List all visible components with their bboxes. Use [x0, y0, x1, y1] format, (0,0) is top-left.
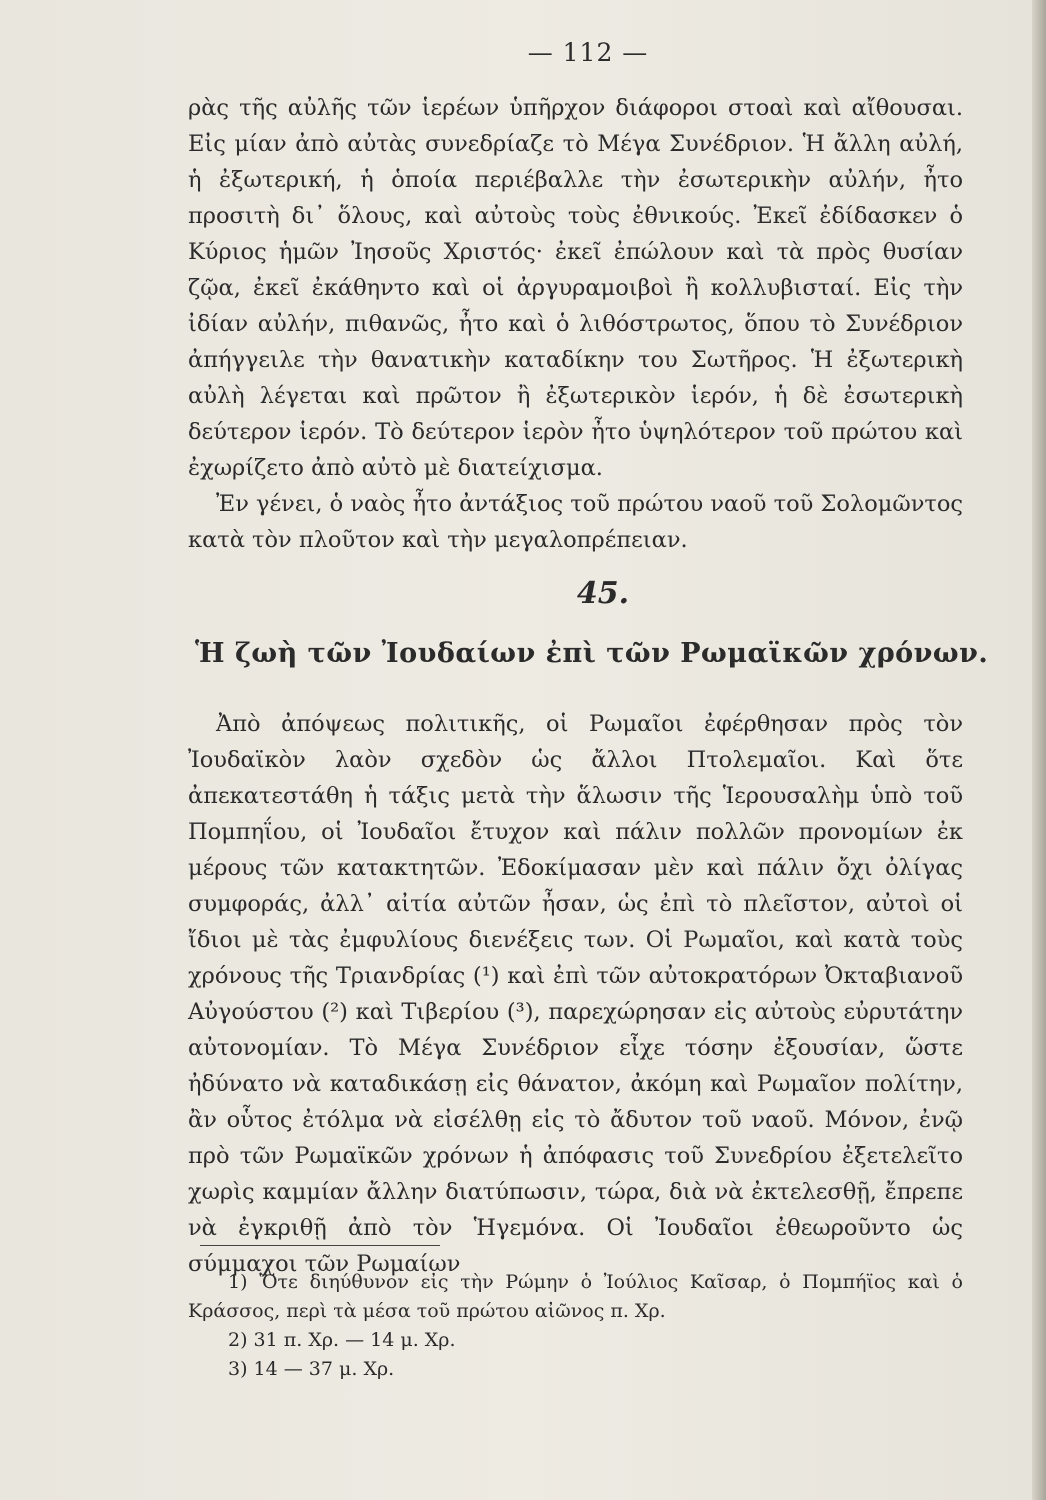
paragraph-roman-era: Ἀπὸ ἀπόψεως πολιτικῆς, οἱ Ρωμαῖοι ἐφέρθησαν πρὸς τὸν Ἰουδαϊκὸν λαὸν σχεδὸν ὡς ἄλλοι Πτολεμαῖοι. Καὶ ὅτε ἀπεκατεστάθη ἡ τάξις μετὰ τὴν ἅλωσιν τῆς Ἱερουσαλὴμ ὑπὸ τοῦ Πομπηΐου, οἱ Ἰουδαῖοι ἔτυχον καὶ πάλιν πολλῶν προνομίων ἐκ μέρους τῶν κατακτητῶν. Ἐδοκίμασαν μὲν καὶ πάλιν ὄχι ὀλίγας συμφοράς, ἀλλ᾿ αἰτία αὐτῶν ἦσαν, ὡς ἐπὶ τὸ πλεῖστον, αὐτοὶ οἱ ἴδιοι μὲ τὰς ἐμφυλίους διενέξεις των. Οἱ Ρωμαῖοι, καὶ κατὰ τοὺς χρόνους τῆς Τριανδρίας (¹) καὶ ἐπὶ τῶν αὐτοκρατόρων Ὀκταβιανοῦ Αὐγούστου (²) καὶ Τιβερίου (³), παρεχώρησαν εἰς αὐτοὺς εὐρυτάτην αὐτονομίαν. Τὸ Μέγα Συνέδριον εἶχε τόσην ἐξουσίαν, ὥστε ἠδύνατο νὰ καταδικάσῃ εἰς θάνατον, ἀκόμη καὶ Ρωμαῖον πολίτην, ἂν οὗτος ἐτόλμα νὰ εἰσέλθῃ εἰς τὸ ἄδυτον τοῦ ναοῦ. Μόνον, ἐνῷ πρὸ τῶν Ρωμαϊκῶν χρόνων ἡ ἀπόφασις τοῦ Συνεδρίου ἐξετελεῖτο χωρὶς καμμίαν ἄλλην διατύπωσιν, τώρα, διὰ νὰ ἐκτελεσθῇ, ἔπρεπε νὰ ἐγκριθῇ ἀπὸ τὸν Ἡγεμόνα. Οἱ Ἰουδαῖοι ἐθεωροῦντο ὡς σύμμαχοι τῶν Ρωμαίων	[188, 711, 963, 1277]
top-text-block	[188, 90, 963, 558]
page-number: — 112 —	[527, 38, 649, 67]
main-text-block	[188, 706, 963, 1282]
section-title: Ἡ ζωὴ τῶν Ἰουδαίων ἐπὶ τῶν Ρωμαϊκῶν χρόνων.	[195, 638, 989, 669]
paragraph-temple-courts: ρὰς τῆς αὐλῆς τῶν ἱερέων ὑπῆρχον διάφοροι στοαὶ καὶ αἴθουσαι. Εἰς μίαν ἀπὸ αὐτὰς συνεδρίαζε τὸ Μέγα Συνέδριον. Ἡ ἄλλη αὐλή, ἡ ἐξωτερική, ἡ ὁποία περιέβαλλε τὴν ἐσωτερικὴν αὐλήν, ἦτο προσιτὴ δι᾿ ὅλους, καὶ αὐτοὺς τοὺς ἐθνικούς. Ἐκεῖ ἐδίδασκεν ὁ Κύριος ἡμῶν Ἰησοῦς Χριστός· ἐκεῖ ἐπώλουν καὶ τὰ πρὸς θυσίαν ζῷα, ἐκεῖ ἐκάθηντο καὶ οἱ ἀργυραμοιβοὶ ἢ κολλυβισταί. Εἰς τὴν ἰδίαν αὐλήν, πιθανῶς, ἦτο καὶ ὁ λιθόστρωτος, ὅπου τὸ Συνέδριον ἀπήγγειλε τὴν θανατικὴν καταδίκην του Σωτῆρος. Ἡ ἐξωτερικὴ αὐλὴ λέγεται καὶ πρῶτον ἢ ἐξωτερικὸν ἱερόν, ἡ δὲ ἐσωτερικὴ δεύτερον ἱερόν. Τὸ δεύτερον ἱερὸν ἦτο ὑψηλότερον τοῦ πρώτου καὶ ἐχωρίζετο ἀπὸ αὐτὸ μὲ διατείχισμα.	[188, 95, 963, 481]
section-number: 45.	[576, 576, 630, 611]
footnote-divider	[200, 1245, 440, 1246]
footnote-3: 3) 14 — 37 μ. Χρ.	[228, 1358, 395, 1380]
footnotes	[188, 1268, 963, 1384]
paragraph-temple-summary: Ἐν γένει, ὁ ναὸς ἦτο ἀντάξιος τοῦ πρώτου ναοῦ τοῦ Σολομῶντος κατὰ τὸν πλοῦτον καὶ τὴν μεγαλοπρέπειαν.	[188, 491, 963, 553]
footnote-2: 2) 31 π. Χρ. — 14 μ. Χρ.	[228, 1329, 456, 1351]
page-edge-shadow	[1032, 0, 1046, 1500]
footnote-1: 1) Ὅτε διηύθυνον εἰς τὴν Ρώμην ὁ Ἰούλιος Καῖσαρ, ὁ Πομπήϊος καὶ ὁ Κράσσος, περὶ τὰ μέσα τοῦ πρώτου αἰῶνος π. Χρ.	[188, 1271, 963, 1322]
